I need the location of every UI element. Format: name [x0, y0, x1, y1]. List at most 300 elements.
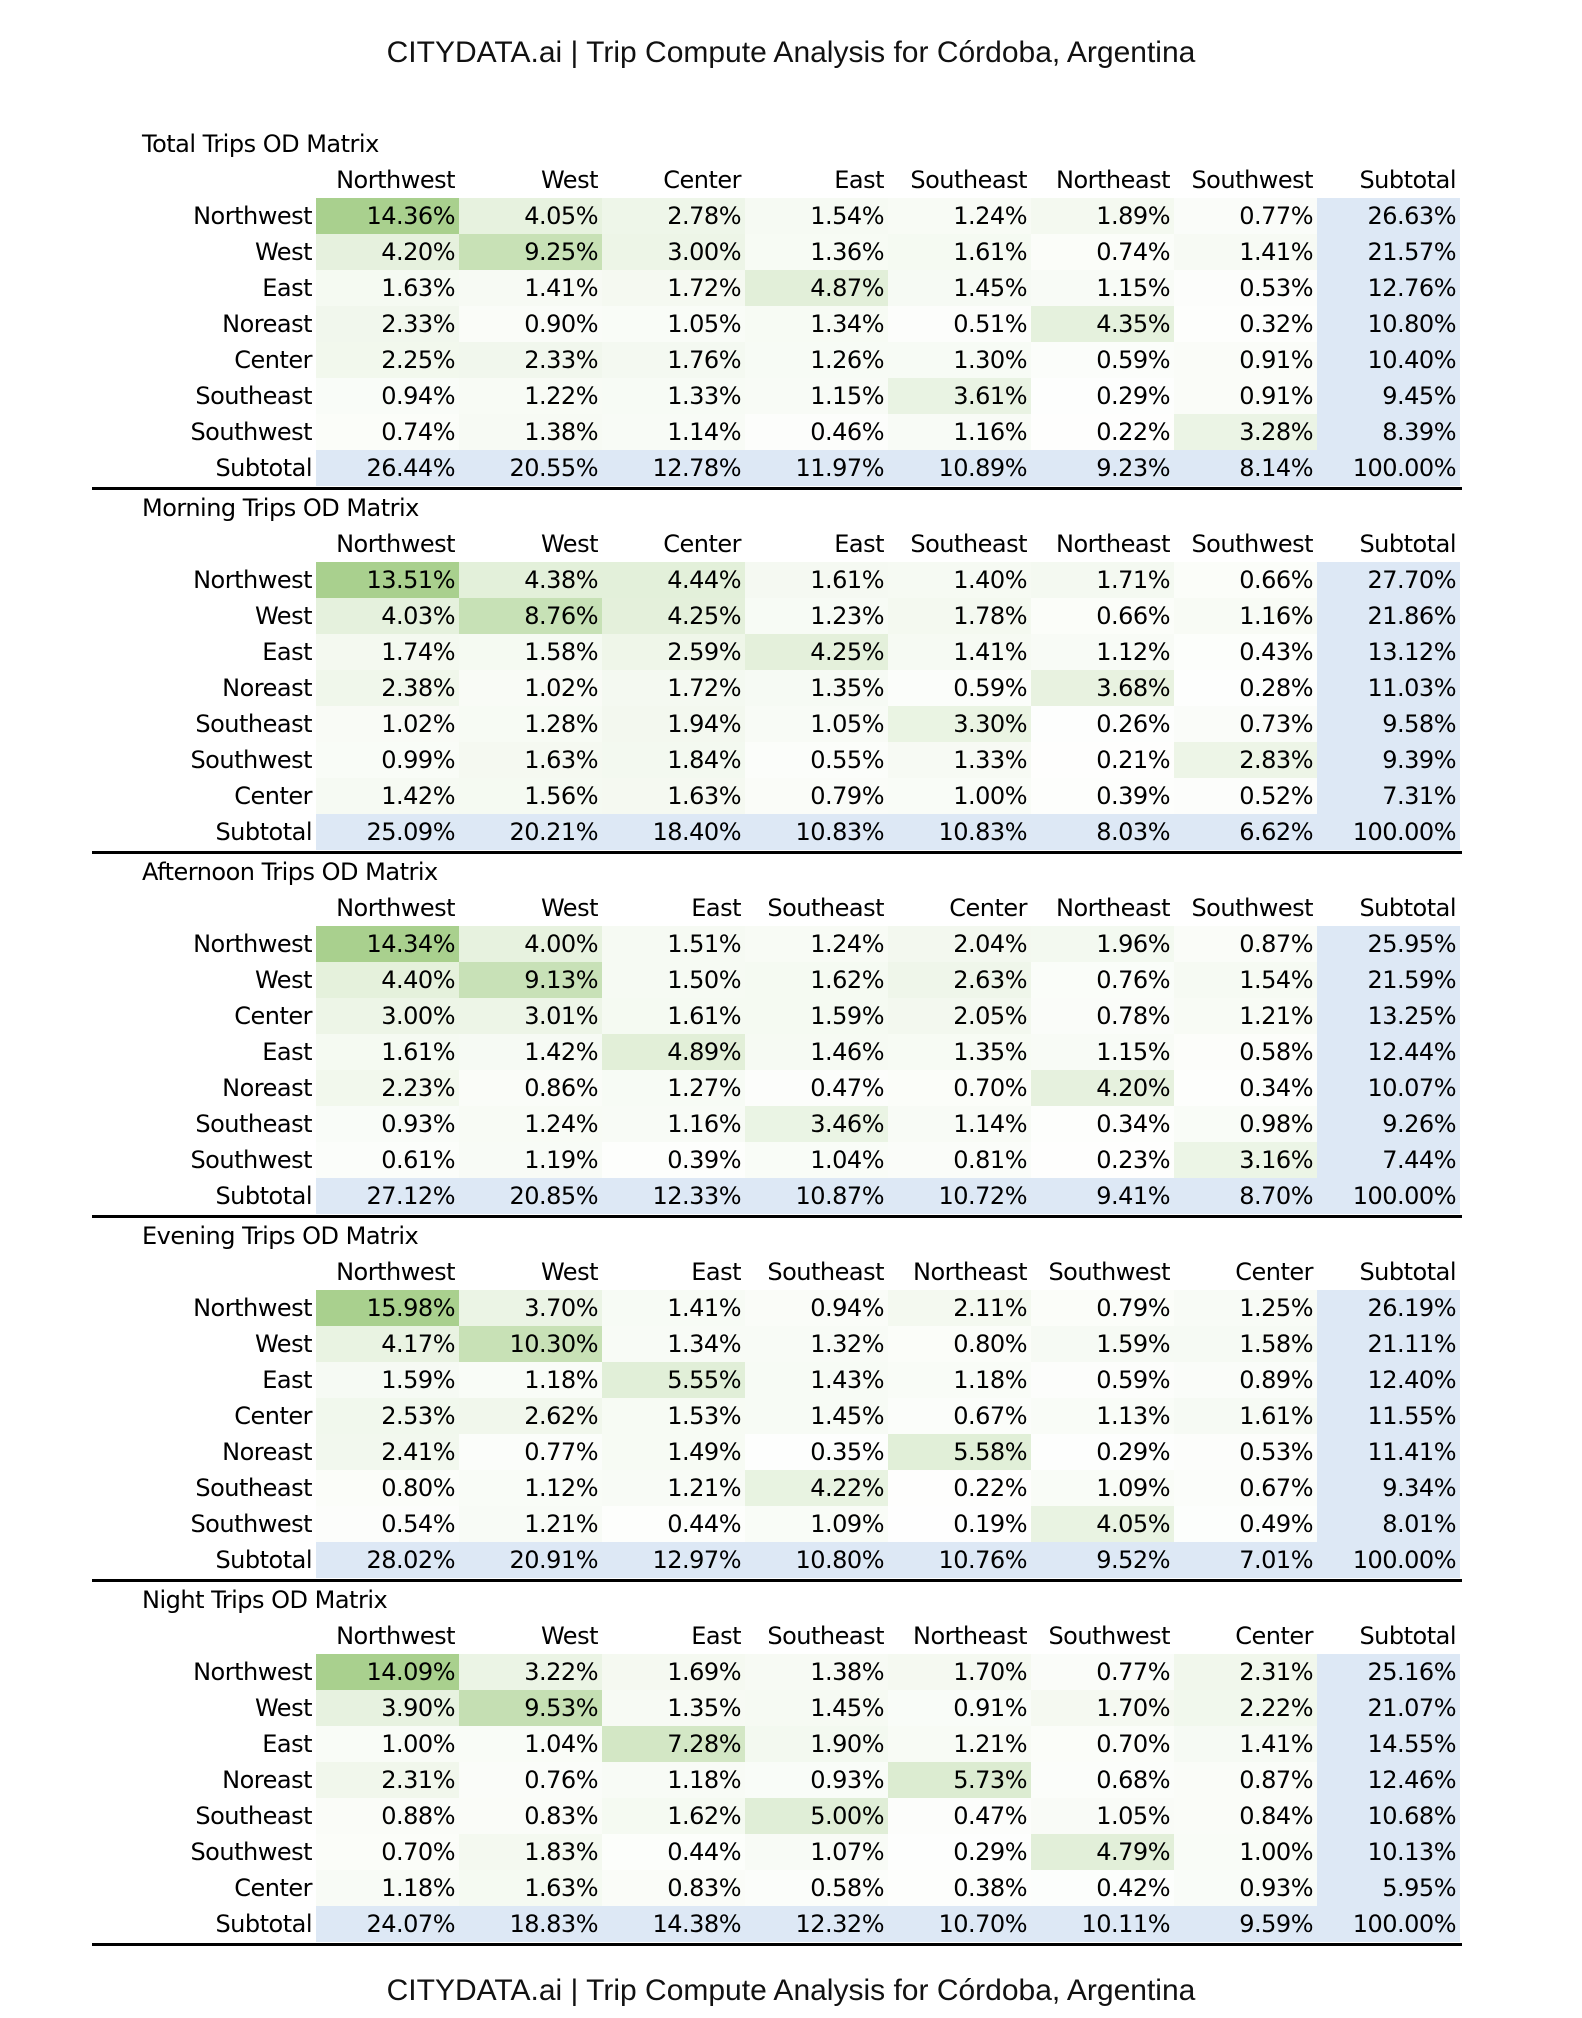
subtotal-label: Subtotal [215, 1546, 312, 1574]
value-cell: 1.61% [1174, 1398, 1317, 1434]
matrix-title: Total Trips OD Matrix [142, 130, 379, 158]
value-cell: 0.79% [1031, 1290, 1174, 1326]
row-label: West [254, 966, 312, 994]
value-cell: 0.70% [1031, 1726, 1174, 1762]
value-cell: 0.99% [316, 742, 459, 778]
matrix-title: Night Trips OD Matrix [142, 1586, 388, 1614]
value-cell: 0.39% [602, 1142, 745, 1178]
row-label: Center [234, 1402, 312, 1430]
column-subtotal-cell: 18.83% [459, 1906, 602, 1942]
value-cell: 4.38% [459, 562, 602, 598]
row-subtotal-cell: 12.76% [1317, 270, 1460, 306]
column-subtotal-cell: 100.00% [1317, 1178, 1460, 1214]
row-label: Noreast [222, 1766, 312, 1794]
value-cell: 4.20% [316, 234, 459, 270]
value-cell: 0.47% [888, 1798, 1031, 1834]
corner-cell [92, 890, 316, 926]
value-cell: 1.76% [602, 342, 745, 378]
value-cell: 1.15% [1031, 1034, 1174, 1070]
value-cell: 1.24% [888, 198, 1031, 234]
column-subtotal-cell: 26.44% [316, 450, 459, 486]
row-subtotal-cell: 10.07% [1317, 1070, 1460, 1106]
value-cell: 2.04% [888, 926, 1031, 962]
value-cell: 14.36% [316, 198, 459, 234]
value-cell: 1.18% [459, 1362, 602, 1398]
value-cell: 1.02% [316, 706, 459, 742]
column-header: Southeast [910, 530, 1027, 558]
value-cell: 1.24% [459, 1106, 602, 1142]
value-cell: 1.34% [745, 306, 888, 342]
od-matrix-table [92, 1254, 1460, 1578]
table-row [92, 1798, 1460, 1834]
value-cell: 1.18% [316, 1870, 459, 1906]
row-label: Center [234, 1874, 312, 1902]
value-cell: 0.91% [1174, 378, 1317, 414]
value-cell: 0.80% [888, 1326, 1031, 1362]
value-cell: 0.83% [602, 1870, 745, 1906]
column-subtotal-cell: 9.23% [1031, 450, 1174, 486]
row-label: West [254, 602, 312, 630]
row-label: Southwest [190, 1838, 312, 1866]
value-cell: 1.21% [602, 1470, 745, 1506]
value-cell: 15.98% [316, 1290, 459, 1326]
value-cell: 1.49% [602, 1434, 745, 1470]
value-cell: 3.01% [459, 998, 602, 1034]
row-subtotal-cell: 9.58% [1317, 706, 1460, 742]
value-cell: 1.04% [745, 1142, 888, 1178]
row-subtotal-cell: 11.41% [1317, 1434, 1460, 1470]
value-cell: 2.83% [1174, 742, 1317, 778]
value-cell: 5.73% [888, 1762, 1031, 1798]
row-label: East [262, 638, 312, 666]
value-cell: 1.58% [1174, 1326, 1317, 1362]
value-cell: 1.12% [1031, 634, 1174, 670]
value-cell: 0.55% [745, 742, 888, 778]
value-cell: 2.59% [602, 634, 745, 670]
value-cell: 1.62% [745, 962, 888, 998]
value-cell: 1.36% [745, 234, 888, 270]
value-cell: 0.87% [1174, 926, 1317, 962]
value-cell: 1.12% [459, 1470, 602, 1506]
column-subtotal-cell: 7.01% [1174, 1542, 1317, 1578]
page-header: CITYDATA.ai | Trip Compute Analysis for Córdoba, Argentina [386, 36, 1196, 69]
value-cell: 5.00% [745, 1798, 888, 1834]
column-subtotal-cell: 10.83% [888, 814, 1031, 850]
value-cell: 3.22% [459, 1654, 602, 1690]
row-label: Noreast [222, 674, 312, 702]
column-subtotal-cell: 10.83% [745, 814, 888, 850]
row-subtotal-cell: 21.07% [1317, 1690, 1460, 1726]
table-row [92, 1362, 1460, 1398]
value-cell: 0.68% [1031, 1762, 1174, 1798]
subtotal-label: Subtotal [215, 1182, 312, 1210]
subtotal-row [92, 450, 1460, 486]
table-row [92, 670, 1460, 706]
value-cell: 2.25% [316, 342, 459, 378]
value-cell: 0.42% [1031, 1870, 1174, 1906]
value-cell: 2.33% [459, 342, 602, 378]
row-subtotal-cell: 13.12% [1317, 634, 1460, 670]
table-row [92, 1434, 1460, 1470]
value-cell: 4.87% [745, 270, 888, 306]
table-row [92, 306, 1460, 342]
row-subtotal-cell: 12.46% [1317, 1762, 1460, 1798]
value-cell: 1.00% [888, 778, 1031, 814]
column-subtotal-cell: 24.07% [316, 1906, 459, 1942]
value-cell: 0.67% [1174, 1470, 1317, 1506]
column-subtotal-cell: 20.55% [459, 450, 602, 486]
value-cell: 0.52% [1174, 778, 1317, 814]
column-header: Northwest [336, 1622, 455, 1650]
column-header: Center [1235, 1258, 1313, 1286]
value-cell: 1.43% [745, 1362, 888, 1398]
column-header: West [540, 530, 598, 558]
value-cell: 0.93% [1174, 1870, 1317, 1906]
value-cell: 0.98% [1174, 1106, 1317, 1142]
value-cell: 2.53% [316, 1398, 459, 1434]
value-cell: 1.63% [459, 1870, 602, 1906]
value-cell: 2.62% [459, 1398, 602, 1434]
value-cell: 1.21% [1174, 998, 1317, 1034]
value-cell: 3.00% [316, 998, 459, 1034]
column-subtotal-cell: 8.03% [1031, 814, 1174, 850]
value-cell: 1.41% [1174, 234, 1317, 270]
column-subtotal-cell: 12.97% [602, 1542, 745, 1578]
value-cell: 1.09% [745, 1506, 888, 1542]
value-cell: 0.19% [888, 1506, 1031, 1542]
value-cell: 0.47% [745, 1070, 888, 1106]
value-cell: 0.80% [316, 1470, 459, 1506]
column-header: Subtotal [1359, 894, 1456, 922]
value-cell: 4.00% [459, 926, 602, 962]
value-cell: 1.61% [745, 562, 888, 598]
table-row [92, 378, 1460, 414]
row-label: Northwest [193, 202, 312, 230]
value-cell: 1.18% [602, 1762, 745, 1798]
value-cell: 2.23% [316, 1070, 459, 1106]
column-header: Northeast [1055, 530, 1170, 558]
column-header: Northeast [912, 1622, 1027, 1650]
value-cell: 1.24% [745, 926, 888, 962]
column-subtotal-cell: 8.14% [1174, 450, 1317, 486]
column-header: Southeast [767, 894, 884, 922]
value-cell: 1.63% [316, 270, 459, 306]
column-header-row [92, 526, 1460, 562]
row-subtotal-cell: 26.63% [1317, 198, 1460, 234]
row-subtotal-cell: 11.55% [1317, 1398, 1460, 1434]
row-subtotal-cell: 25.95% [1317, 926, 1460, 962]
value-cell: 9.13% [459, 962, 602, 998]
value-cell: 3.61% [888, 378, 1031, 414]
value-cell: 5.55% [602, 1362, 745, 1398]
value-cell: 1.05% [602, 306, 745, 342]
value-cell: 1.61% [316, 1034, 459, 1070]
column-subtotal-cell: 9.52% [1031, 1542, 1174, 1578]
row-subtotal-cell: 27.70% [1317, 562, 1460, 598]
value-cell: 1.00% [1174, 1834, 1317, 1870]
column-subtotal-cell: 10.89% [888, 450, 1031, 486]
value-cell: 0.59% [1031, 1362, 1174, 1398]
column-header-row [92, 890, 1460, 926]
value-cell: 1.84% [602, 742, 745, 778]
row-label: Center [234, 346, 312, 374]
value-cell: 0.32% [1174, 306, 1317, 342]
value-cell: 0.70% [316, 1834, 459, 1870]
value-cell: 0.26% [1031, 706, 1174, 742]
value-cell: 0.22% [888, 1470, 1031, 1506]
subtotal-row [92, 814, 1460, 850]
row-label: Southeast [195, 382, 312, 410]
value-cell: 1.62% [602, 1798, 745, 1834]
value-cell: 14.34% [316, 926, 459, 962]
column-header: Southeast [767, 1258, 884, 1286]
value-cell: 0.44% [602, 1506, 745, 1542]
column-header: Southwest [1048, 1622, 1170, 1650]
value-cell: 1.51% [602, 926, 745, 962]
od-matrix [92, 126, 1462, 490]
value-cell: 1.26% [745, 342, 888, 378]
table-row [92, 1034, 1460, 1070]
value-cell: 0.66% [1031, 598, 1174, 634]
value-cell: 1.35% [888, 1034, 1031, 1070]
value-cell: 1.54% [1174, 962, 1317, 998]
value-cell: 1.53% [602, 1398, 745, 1434]
column-subtotal-cell: 25.09% [316, 814, 459, 850]
column-header: West [540, 1258, 598, 1286]
value-cell: 1.05% [745, 706, 888, 742]
value-cell: 4.35% [1031, 306, 1174, 342]
column-header: Southeast [767, 1622, 884, 1650]
od-matrices [92, 126, 1462, 1946]
value-cell: 3.30% [888, 706, 1031, 742]
column-header: West [540, 1622, 598, 1650]
value-cell: 1.21% [888, 1726, 1031, 1762]
value-cell: 0.34% [1031, 1106, 1174, 1142]
row-subtotal-cell: 9.34% [1317, 1470, 1460, 1506]
value-cell: 7.28% [602, 1726, 745, 1762]
value-cell: 4.79% [1031, 1834, 1174, 1870]
column-header: West [540, 894, 598, 922]
matrix-title: Afternoon Trips OD Matrix [142, 858, 438, 886]
value-cell: 0.83% [459, 1798, 602, 1834]
value-cell: 1.32% [745, 1326, 888, 1362]
value-cell: 1.15% [1031, 270, 1174, 306]
od-matrix-table [92, 890, 1460, 1214]
row-label: Southwest [190, 1510, 312, 1538]
column-subtotal-cell: 14.38% [602, 1906, 745, 1942]
value-cell: 2.78% [602, 198, 745, 234]
column-subtotal-cell: 8.70% [1174, 1178, 1317, 1214]
row-subtotal-cell: 10.13% [1317, 1834, 1460, 1870]
value-cell: 0.49% [1174, 1506, 1317, 1542]
value-cell: 0.76% [1031, 962, 1174, 998]
table-row [92, 342, 1460, 378]
column-subtotal-cell: 10.11% [1031, 1906, 1174, 1942]
value-cell: 1.59% [745, 998, 888, 1034]
table-row [92, 998, 1460, 1034]
value-cell: 0.59% [1031, 342, 1174, 378]
row-subtotal-cell: 12.44% [1317, 1034, 1460, 1070]
row-label: Northwest [193, 566, 312, 594]
column-subtotal-cell: 20.21% [459, 814, 602, 850]
value-cell: 0.44% [602, 1834, 745, 1870]
value-cell: 4.20% [1031, 1070, 1174, 1106]
value-cell: 1.46% [745, 1034, 888, 1070]
value-cell: 2.31% [1174, 1654, 1317, 1690]
value-cell: 10.30% [459, 1326, 602, 1362]
value-cell: 1.89% [1031, 198, 1174, 234]
column-header-row [92, 1254, 1460, 1290]
row-subtotal-cell: 8.39% [1317, 414, 1460, 450]
value-cell: 2.41% [316, 1434, 459, 1470]
value-cell: 1.16% [888, 414, 1031, 450]
value-cell: 0.76% [459, 1762, 602, 1798]
column-subtotal-cell: 10.80% [745, 1542, 888, 1578]
row-subtotal-cell: 7.44% [1317, 1142, 1460, 1178]
table-row [92, 634, 1460, 670]
corner-cell [92, 1254, 316, 1290]
row-label: East [262, 1038, 312, 1066]
column-header: Subtotal [1359, 1258, 1456, 1286]
value-cell: 3.28% [1174, 414, 1317, 450]
value-cell: 1.35% [745, 670, 888, 706]
table-row [92, 1690, 1460, 1726]
od-matrix-table [92, 162, 1460, 486]
value-cell: 1.25% [1174, 1290, 1317, 1326]
value-cell: 13.51% [316, 562, 459, 598]
value-cell: 0.66% [1174, 562, 1317, 598]
value-cell: 0.79% [745, 778, 888, 814]
value-cell: 0.67% [888, 1398, 1031, 1434]
value-cell: 1.19% [459, 1142, 602, 1178]
value-cell: 0.43% [1174, 634, 1317, 670]
value-cell: 3.16% [1174, 1142, 1317, 1178]
row-subtotal-cell: 11.03% [1317, 670, 1460, 706]
value-cell: 1.90% [745, 1726, 888, 1762]
value-cell: 1.59% [1031, 1326, 1174, 1362]
table-row [92, 270, 1460, 306]
corner-cell [92, 1618, 316, 1654]
value-cell: 1.50% [602, 962, 745, 998]
row-label: West [254, 1694, 312, 1722]
value-cell: 1.38% [459, 414, 602, 450]
row-label: Southeast [195, 710, 312, 738]
value-cell: 4.40% [316, 962, 459, 998]
row-subtotal-cell: 9.26% [1317, 1106, 1460, 1142]
value-cell: 1.00% [316, 1726, 459, 1762]
value-cell: 0.29% [888, 1834, 1031, 1870]
subtotal-row [92, 1906, 1460, 1942]
row-label: Southeast [195, 1474, 312, 1502]
value-cell: 1.22% [459, 378, 602, 414]
value-cell: 0.93% [745, 1762, 888, 1798]
value-cell: 0.90% [459, 306, 602, 342]
value-cell: 1.09% [1031, 1470, 1174, 1506]
value-cell: 0.93% [316, 1106, 459, 1142]
value-cell: 4.25% [745, 634, 888, 670]
row-subtotal-cell: 9.39% [1317, 742, 1460, 778]
column-subtotal-cell: 10.70% [888, 1906, 1031, 1942]
value-cell: 1.33% [602, 378, 745, 414]
column-header: Southeast [910, 166, 1027, 194]
value-cell: 1.71% [1031, 562, 1174, 598]
row-subtotal-cell: 26.19% [1317, 1290, 1460, 1326]
column-header: Subtotal [1359, 166, 1456, 194]
value-cell: 1.83% [459, 1834, 602, 1870]
value-cell: 0.51% [888, 306, 1031, 342]
column-header-row [92, 162, 1460, 198]
column-header: East [834, 166, 884, 194]
table-row [92, 1654, 1460, 1690]
value-cell: 1.35% [602, 1690, 745, 1726]
row-label: Noreast [222, 1438, 312, 1466]
value-cell: 0.77% [1174, 198, 1317, 234]
column-header: East [834, 530, 884, 558]
value-cell: 1.78% [888, 598, 1031, 634]
value-cell: 0.46% [745, 414, 888, 450]
column-header: Subtotal [1359, 1622, 1456, 1650]
value-cell: 0.77% [459, 1434, 602, 1470]
table-row [92, 1290, 1460, 1326]
value-cell: 0.53% [1174, 1434, 1317, 1470]
value-cell: 1.41% [888, 634, 1031, 670]
value-cell: 0.54% [316, 1506, 459, 1542]
value-cell: 2.11% [888, 1290, 1031, 1326]
table-row [92, 1398, 1460, 1434]
value-cell: 2.33% [316, 306, 459, 342]
value-cell: 0.74% [316, 414, 459, 450]
column-header: Southwest [1191, 894, 1313, 922]
value-cell: 14.09% [316, 1654, 459, 1690]
subtotal-row [92, 1178, 1460, 1214]
column-header: Center [663, 530, 741, 558]
column-subtotal-cell: 100.00% [1317, 450, 1460, 486]
od-matrix-table [92, 526, 1460, 850]
value-cell: 4.05% [1031, 1506, 1174, 1542]
value-cell: 1.15% [745, 378, 888, 414]
value-cell: 5.58% [888, 1434, 1031, 1470]
row-label: Noreast [222, 1074, 312, 1102]
value-cell: 0.87% [1174, 1762, 1317, 1798]
column-header: East [691, 1258, 741, 1286]
table-row [92, 926, 1460, 962]
value-cell: 1.96% [1031, 926, 1174, 962]
value-cell: 0.34% [1174, 1070, 1317, 1106]
value-cell: 1.94% [602, 706, 745, 742]
column-header: West [540, 166, 598, 194]
value-cell: 1.16% [602, 1106, 745, 1142]
value-cell: 3.00% [602, 234, 745, 270]
value-cell: 8.76% [459, 598, 602, 634]
value-cell: 1.58% [459, 634, 602, 670]
row-subtotal-cell: 7.31% [1317, 778, 1460, 814]
row-label: Southwest [190, 418, 312, 446]
value-cell: 3.46% [745, 1106, 888, 1142]
column-header: Northeast [1055, 894, 1170, 922]
value-cell: 1.45% [745, 1398, 888, 1434]
column-header: Northwest [336, 1258, 455, 1286]
value-cell: 0.35% [745, 1434, 888, 1470]
row-label: Northwest [193, 1294, 312, 1322]
value-cell: 1.72% [602, 670, 745, 706]
value-cell: 1.14% [602, 414, 745, 450]
value-cell: 1.41% [459, 270, 602, 306]
subtotal-label: Subtotal [215, 1910, 312, 1938]
value-cell: 1.21% [459, 1506, 602, 1542]
od-matrix [92, 1582, 1462, 1946]
value-cell: 1.72% [602, 270, 745, 306]
value-cell: 3.90% [316, 1690, 459, 1726]
